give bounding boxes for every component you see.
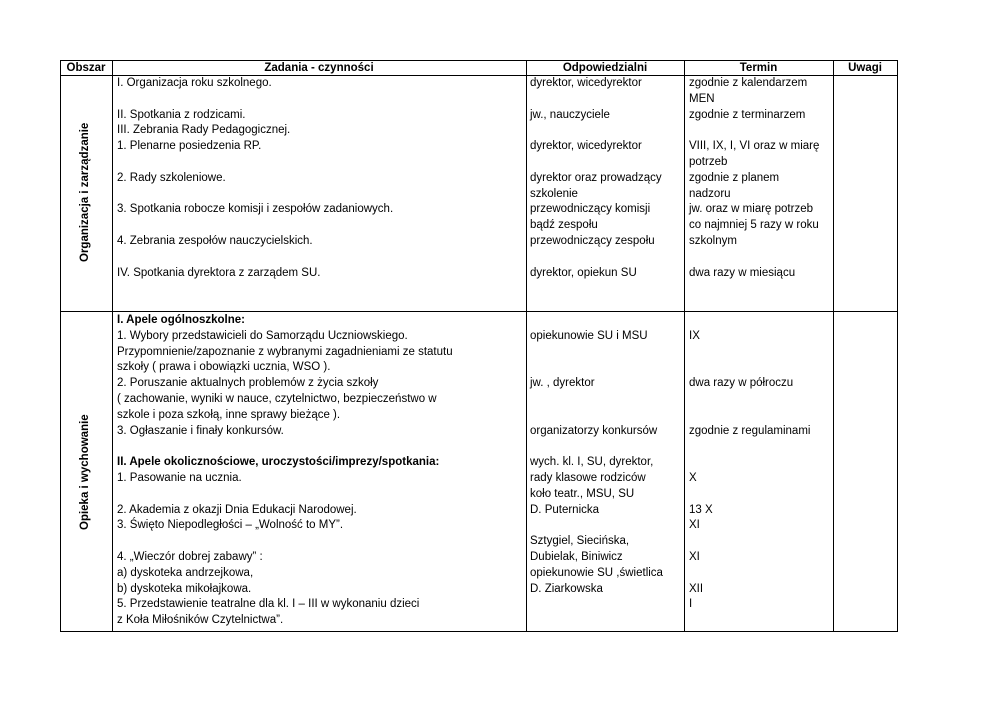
header-obszar: Obszar: [66, 62, 106, 74]
cell-termin: potrzeb: [689, 156, 728, 168]
col-divider-termin: [684, 60, 685, 632]
section-divider: [60, 311, 898, 312]
cell-zadanie: 1. Pasowanie na ucznia.: [117, 472, 242, 484]
table-bottom-border: [60, 631, 898, 632]
cell-zadanie: 3. Święto Niepodległości – „Wolność to MY”.: [117, 519, 344, 532]
cell-odp: dyrektor, wicedyrektor: [530, 77, 642, 89]
cell-zadanie: 2. Poruszanie aktualnych problemów z życia szkoły: [117, 377, 379, 390]
cell-odp: przewodniczący komisji: [530, 203, 651, 216]
cell-termin: XI: [689, 519, 700, 532]
cell-zadanie: IV. Spotkania dyrektora z zarządem SU.: [117, 266, 321, 279]
cell-zadanie: szkole i poza szkołą, inne sprawy bieżące ).: [117, 408, 341, 421]
area-label-opieka: Opieka i wychowanie: [79, 414, 91, 530]
cell-zadanie: 1. Plenarne posiedzenia RP.: [117, 140, 262, 153]
table-left-border: [60, 60, 61, 632]
cell-odp: D. Puternicka: [530, 503, 600, 516]
cell-termin: MEN: [689, 92, 715, 105]
cell-zadanie: z Koła Miłośników Czytelnictwa”.: [117, 614, 284, 627]
cell-odp: opiekunowie SU i MSU: [530, 329, 648, 342]
cell-odp: dyrektor oraz prowadzący: [530, 171, 662, 184]
table-right-border: [897, 60, 898, 632]
cell-termin: dwa razy w miesiącu: [689, 266, 796, 279]
cell-zadanie: 4. Zebrania zespołów nauczycielskich.: [117, 235, 313, 247]
area-label-organizacja: Organizacja i zarządzanie: [79, 122, 91, 262]
header-odpowiedzialni: Odpowiedzialni: [562, 62, 648, 74]
cell-zadanie: ( zachowanie, wyniki w nauce, czytelnictwo, bezpieczeństwo w: [117, 393, 437, 405]
cell-zadanie: b) dyskoteka mikołajkowa.: [117, 582, 252, 595]
cell-termin: szkolnym: [689, 235, 737, 247]
cell-termin: XII: [689, 582, 704, 595]
cell-odp: dyrektor, opiekun SU: [530, 266, 637, 279]
header-termin: Termin: [739, 62, 778, 74]
cell-termin: zgodnie z planem: [689, 171, 780, 184]
cell-termin: XI: [689, 551, 700, 563]
cell-odp: jw. , dyrektor: [530, 377, 595, 390]
cell-termin: 13 X: [689, 503, 713, 516]
cell-termin: VIII, IX, I, VI oraz w miarę: [689, 140, 820, 153]
cell-zadanie: II. Apele okolicznościowe, uroczystości/imprezy/spotkania:: [117, 456, 440, 469]
cell-odp: rady klasowe rodziców: [530, 472, 646, 484]
cell-zadanie: 2. Rady szkoleniowe.: [117, 171, 226, 184]
cell-termin: zgodnie z kalendarzem: [689, 77, 808, 89]
cell-termin: X: [689, 472, 697, 484]
cell-zadanie: 4. „Wieczór dobrej zabawy” :: [117, 551, 263, 563]
cell-odp: szkolenie: [530, 187, 578, 200]
cell-termin: nadzoru: [689, 187, 731, 200]
cell-zadanie: II. Spotkania z rodzicami.: [117, 108, 246, 121]
cell-termin: zgodnie z regulaminami: [689, 424, 811, 437]
cell-termin: co najmniej 5 razy w roku: [689, 219, 819, 232]
cell-zadanie: a) dyskoteka andrzejkowa,: [117, 566, 254, 579]
cell-zadanie: 5. Przedstawienie teatralne dla kl. I – III w wykonaniu dzieci: [117, 598, 420, 611]
cell-odp: wych. kl. I, SU, dyrektor,: [530, 456, 654, 469]
header-uwagi: Uwagi: [848, 62, 882, 74]
cell-odp: D. Ziarkowska: [530, 582, 603, 595]
cell-odp: Sztygiel, Siecińska,: [530, 535, 630, 548]
cell-termin: dwa razy w półroczu: [689, 377, 794, 390]
cell-zadanie: szkoły ( prawa i obowiązki ucznia, WSO ).: [117, 361, 331, 374]
cell-odp: Dubielak, Biniwicz: [530, 551, 623, 563]
cell-zadanie: I. Organizacja roku szkolnego.: [117, 77, 272, 89]
col-divider-odpowiedzialni: [526, 60, 527, 632]
header-zadania: Zadania - czynności: [264, 62, 374, 74]
cell-zadanie: 3. Ogłaszanie i finały konkursów.: [117, 424, 284, 437]
cell-termin: jw. oraz w miarę potrzeb: [689, 203, 813, 216]
cell-odp: jw., nauczyciele: [530, 108, 610, 121]
cell-zadanie: Przypomnienie/zapoznanie z wybranymi zagadnieniami ze statutu: [117, 345, 453, 358]
col-divider-zadania: [112, 60, 113, 632]
cell-odp: bądź zespołu: [530, 219, 598, 232]
cell-zadanie: 3. Spotkania robocze komisji i zespołów zadaniowych.: [117, 203, 394, 216]
cell-zadanie: III. Zebrania Rady Pedagogicznej.: [117, 124, 291, 137]
cell-termin: IX: [689, 329, 700, 342]
cell-odp: organizatorzy konkursów: [530, 424, 658, 437]
cell-zadanie: I. Apele ogólnoszkolne:: [117, 314, 245, 326]
cell-odp: dyrektor, wicedyrektor: [530, 140, 642, 153]
col-divider-uwagi: [833, 60, 834, 632]
cell-zadanie: 1. Wybory przedstawicieli do Samorządu Uczniowskiego.: [117, 329, 408, 342]
cell-zadanie: 2. Akademia z okazji Dnia Edukacji Narodowej.: [117, 503, 357, 516]
cell-termin: I: [689, 598, 693, 611]
cell-odp: opiekunowie SU ,świetlica: [530, 566, 663, 579]
cell-odp: koło teatr., MSU, SU: [530, 487, 635, 500]
cell-odp: przewodniczący zespołu: [530, 235, 655, 247]
cell-termin: zgodnie z terminarzem: [689, 108, 806, 121]
